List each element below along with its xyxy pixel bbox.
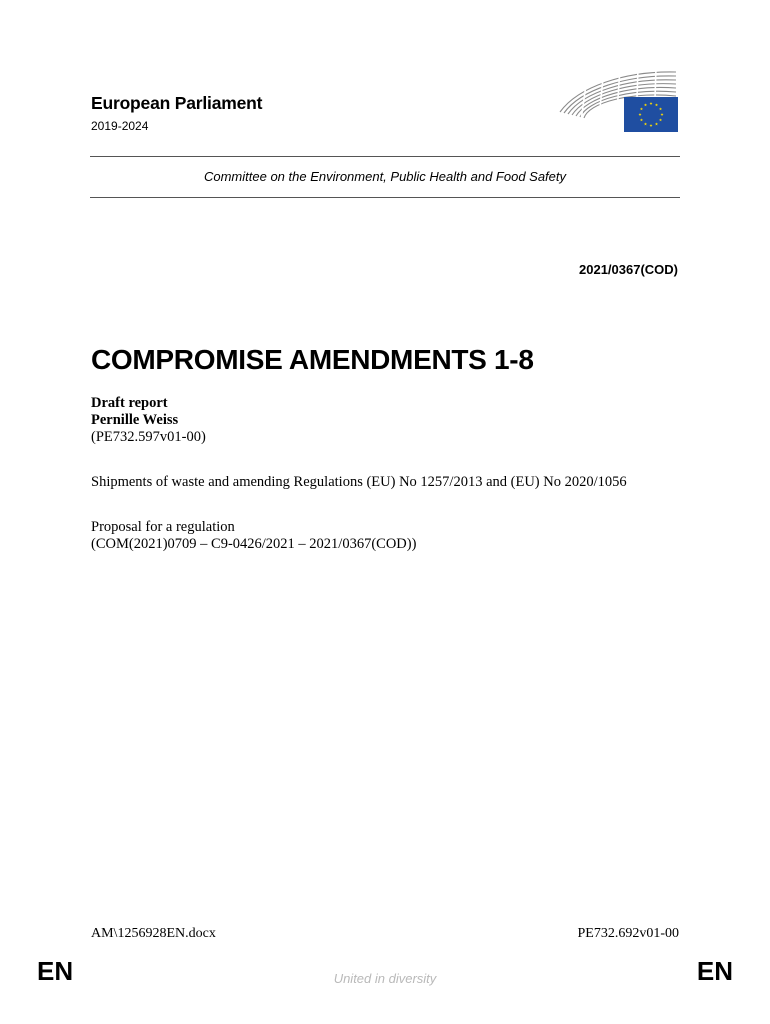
- language-code-left: EN: [37, 956, 74, 986]
- footer-document-number: PE732.692v01-00: [577, 926, 679, 941]
- header-divider: [90, 156, 680, 157]
- proposal-reference: (COM(2021)0709 – C9-0426/2021 – 2021/0367(COD)): [91, 536, 417, 552]
- proposal-label: Proposal for a regulation: [91, 519, 235, 535]
- procedure-reference: 2021/0367(COD): [579, 262, 678, 277]
- committee-divider: [90, 197, 680, 198]
- motto: United in diversity: [333, 971, 437, 986]
- rapporteur-name: Pernille Weiss: [91, 412, 179, 428]
- organisation-name: European Parliament: [91, 93, 263, 113]
- parliamentary-term: 2019-2024: [91, 119, 149, 133]
- footer-file-name: AM\1256928EN.docx: [91, 926, 216, 941]
- report-reference: (PE732.597v01-00): [91, 429, 206, 445]
- subject-block: [91, 474, 627, 491]
- committee-name: Committee on the Environment, Public Health and Food Safety: [203, 169, 567, 184]
- report-block: [91, 395, 206, 446]
- subject-text: Shipments of waste and amending Regulations (EU) No 1257/2013 and (EU) No 2020/1056: [91, 474, 627, 490]
- european-parliament-logo-icon: [558, 68, 680, 134]
- proposal-block: [91, 519, 416, 553]
- document-title: COMPROMISE AMENDMENTS 1-8: [91, 344, 534, 375]
- language-code-right: EN: [696, 956, 733, 986]
- report-type: Draft report: [91, 395, 168, 411]
